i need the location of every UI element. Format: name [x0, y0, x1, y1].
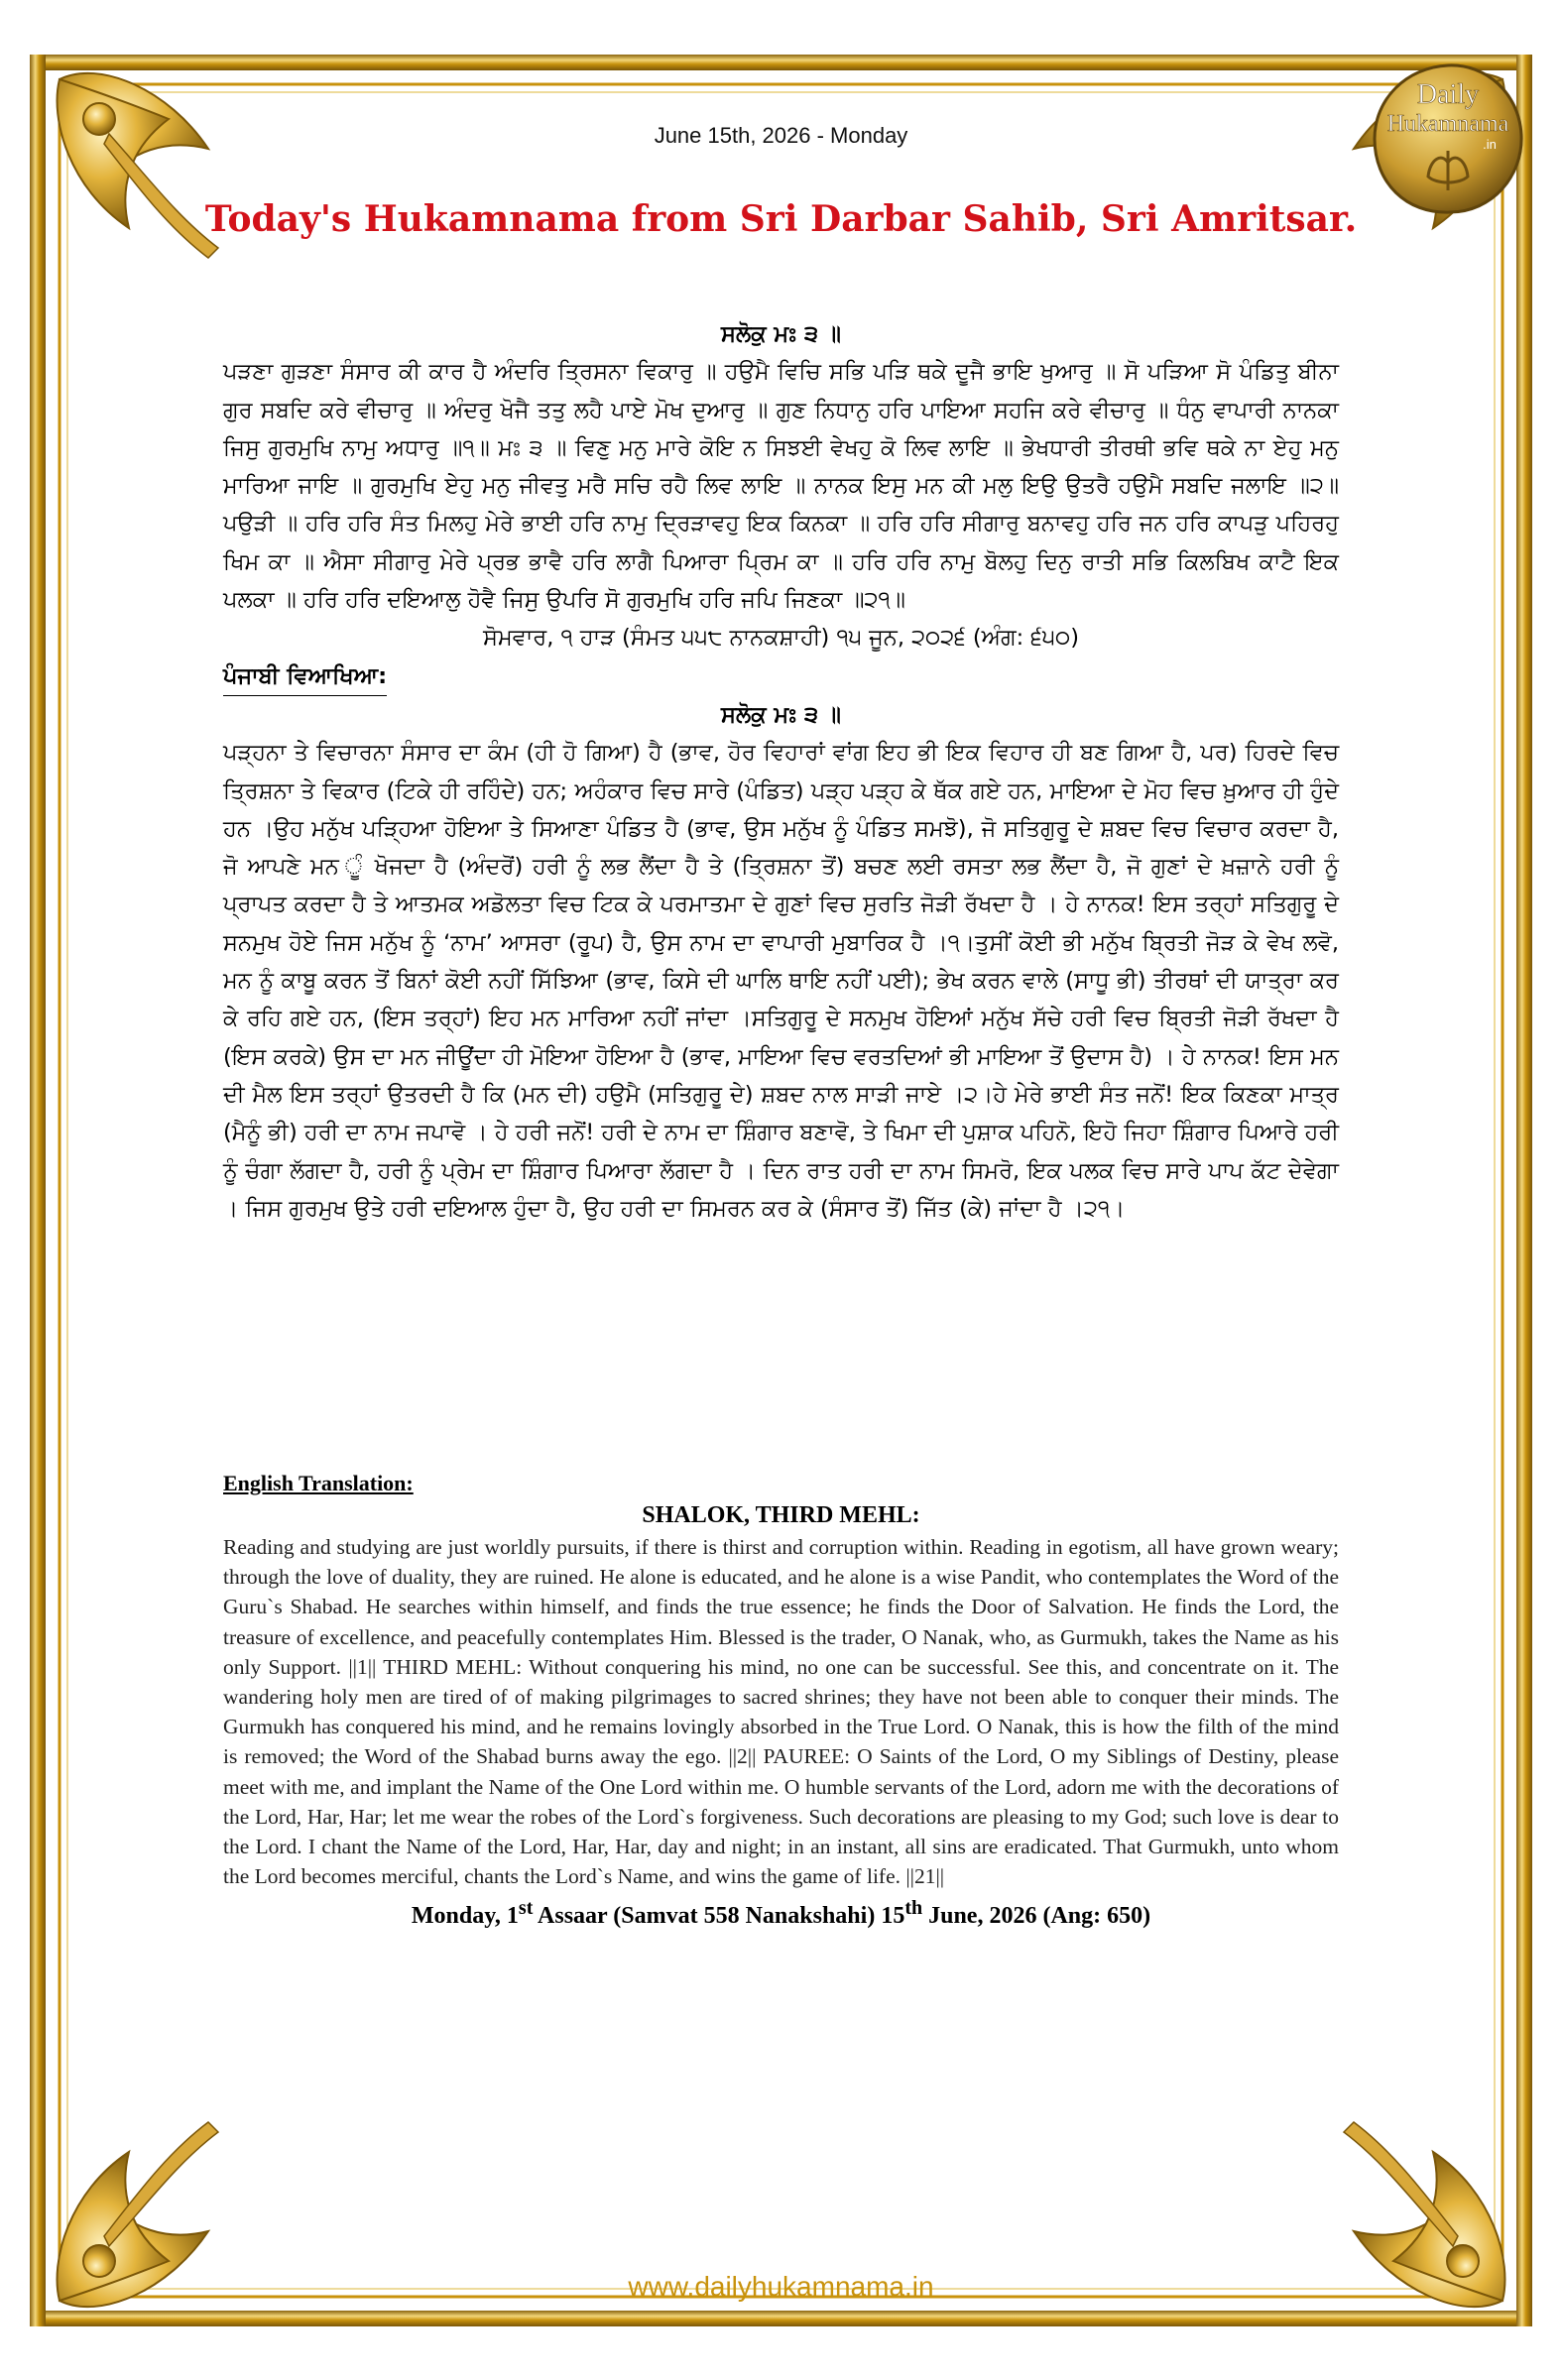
logo-text-daily: Daily	[1416, 79, 1480, 110]
english-sub-heading: SHALOK, THIRD MEHL:	[642, 1502, 920, 1528]
english-heading: English Translation:	[223, 1471, 414, 1495]
gurbani-text: ਪੜਣਾ ਗੁੜਣਾ ਸੰਸਾਰ ਕੀ ਕਾਰ ਹੈ ਅੰਦਰਿ ਤ੍ਰਿਸਨਾ ਵਿਕਾਰੁ ॥ ਹਉਮੈ ਵਿਚਿ ਸਭਿ ਪੜਿ ਥਕੇ ਦੂਜੈ ਭਾਇ ਖੁਆਰੁ ॥ ਸੋ ਪੜਿਆ ਸੋ ਪੰਡਿਤੁ ਬੀਨਾ ਗੁਰ ਸਬਦਿ ਕਰੇ ਵੀਚਾਰੁ ॥ ਅੰਦਰੁ ਖੋਜੈ ਤਤੁ ਲਹੈ ਪਾਏ ਮੋਖ ਦੁਆਰੁ ॥ ਗੁਣ ਨਿਧਾਨੁ ਹਰਿ ਪਾਇਆ ਸਹਜਿ ਕਰੇ ਵੀਚਾਰੁ ॥ ਧੰਨੁ ਵਾਪਾਰੀ ਨਾਨਕਾ ਜਿਸੁ ਗੁਰਮੁਖਿ ਨਾਮੁ ਅਧਾਰੁ ॥੧॥ ਮਃ ੩ ॥ ਵਿਣੁ ਮਨੁ ਮਾਰੇ ਕੋਇ ਨ ਸਿਝਈ ਵੇਖਹੁ ਕੋ ਲਿਵ ਲਾਇ ॥ ਭੇਖਧਾਰੀ ਤੀਰਥੀ ਭਵਿ ਥਕੇ ਨਾ ਏਹੁ ਮਨੁ ਮਾਰਿਆ ਜਾਇ ॥ ਗੁਰਮੁਖਿ ਏਹੁ ਮਨੁ ਜੀਵਤੁ ਮਰੈ ਸਚਿ ਰਹੈ ਲਿਵ ਲਾਇ ॥ ਨਾਨਕ ਇਸੁ ਮਨ ਕੀ ਮਲੁ ਇਉ ਉਤਰੈ ਹਉਮੈ ਸਬਦਿ ਜਲਾਇ ॥੨॥ ਪਉੜੀ ॥ ਹਰਿ ਹਰਿ ਸੰਤ ਮਿਲਹੁ ਮੇਰੇ ਭਾਈ ਹਰਿ ਨਾਮੁ ਦ੍ਰਿੜਾਵਹੁ ਇਕ ਕਿਨਕਾ ॥ ਹਰਿ ਹਰਿ ਸੀਗਾਰੁ ਬਨਾਵਹੁ ਹਰਿ ਜਨ ਹਰਿ ਕਾਪੜੁ ਪਹਿਰਹੁ ਖਿਮ ਕਾ ॥ ਐਸਾ ਸੀਗਾਰੁ ਮੇਰੇ ਪ੍ਰਭ ਭਾਵੈ ਹਰਿ ਲਾਗੈ ਪਿਆਰਾ ਪ੍ਰਿਮ ਕਾ ॥ ਹਰਿ ਹਰਿ ਨਾਮੁ ਬੋਲਹੁ ਦਿਨੁ ਰਾਤੀ ਸਭਿ ਕਿਲਬਿਖ ਕਾਟੈ ਇਕ ਪਲਕਾ ॥ ਹਰਿ ਹਰਿ ਦਇਆਲੁ ਹੋਵੈ ਜਿਸੁ ਉਪਰਿ ਸੋ ਗੁਰਮੁਖਿ ਹਰਿ ਜਪਿ ਜਿਣਕਾ ॥੨੧॥	[223, 359, 1339, 614]
page-title: Today's Hukamnama from Sri Darbar Sahib, Sri Amritsar.	[204, 198, 1358, 240]
gurbani-date-line: ਸੋਮਵਾਰ, ੧ ਹਾੜ (ਸੰਮਤ ੫੫੮ ਨਾਨਕਸ਼ਾਹੀ) ੧੫ ਜੂਨ, ੨੦੨੬ (ਅੰਗ: ੬੫੦)	[482, 625, 1080, 652]
date-line: June 15th, 2026 - Monday	[654, 123, 908, 148]
punjabi-heading: ਪੰਜਾਬੀ ਵਿਆਖਿਆ:	[223, 657, 387, 696]
hukamnama-content	[223, 315, 1339, 1228]
punjabi-explanation: ਪੜ੍ਹਨਾ ਤੇ ਵਿਚਾਰਨਾ ਸੰਸਾਰ ਦਾ ਕੰਮ (ਹੀ ਹੋ ਗਿਆ) ਹੈ (ਭਾਵ, ਹੋਰ ਵਿਹਾਰਾਂ ਵਾਂਗ ਇਹ ਭੀ ਇਕ ਵਿਹਾਰ ਹੀ ਬਣ ਗਿਆ ਹੈ, ਪਰ) ਹਿਰਦੇ ਵਿਚ ਤ੍ਰਿਸ਼ਨਾ ਤੇ ਵਿਕਾਰ (ਟਿਕੇ ਹੀ ਰਹਿੰਦੇ) ਹਨ; ਅਹੰਕਾਰ ਵਿਚ ਸਾਰੇ (ਪੰਡਿਤ) ਪੜ੍ਹ ਪੜ੍ਹ ਕੇ ਥੱਕ ਗਏ ਹਨ, ਮਾਇਆ ਦੇ ਮੋਹ ਵਿਚ ਖ਼ੁਆਰ ਹੀ ਹੁੰਦੇ ਹਨ ।ਉਹ ਮਨੁੱਖ ਪੜ੍ਹਿਆ ਹੋਇਆ ਤੇ ਸਿਆਣਾ ਪੰਡਿਤ ਹੈ (ਭਾਵ, ਉਸ ਮਨੁੱਖ ਨੂੰ ਪੰਡਿਤ ਸਮਝੋ), ਜੋ ਸਤਿਗੁਰੂ ਦੇ ਸ਼ਬਦ ਵਿਚ ਵਿਚਾਰ ਕਰਦਾ ਹੈ, ਜੋ ਆਪਣੇ ਮਨ ੂੰ ਖੋਜਦਾ ਹੈ (ਅੰਦਰੋਂ) ਹਰੀ ਨੂੰ ਲਭ ਲੈਂਦਾ ਹੈ ਤੇ (ਤ੍ਰਿਸ਼ਨਾ ਤੋਂ) ਬਚਣ ਲਈ ਰਸਤਾ ਲਭ ਲੈਂਦਾ ਹੈ, ਜੋ ਗੁਣਾਂ ਦੇ ਖ਼ਜ਼ਾਨੇ ਹਰੀ ਨੂੰ ਪ੍ਰਾਪਤ ਕਰਦਾ ਹੈ ਤੇ ਆਤਮਕ ਅਡੋਲਤਾ ਵਿਚ ਟਿਕ ਕੇ ਪਰਮਾਤਮਾ ਦੇ ਗੁਣਾਂ ਵਿਚ ਸੁਰਤਿ ਜੋੜੀ ਰੱਖਦਾ ਹੈ । ਹੇ ਨਾਨਕ! ਇਸ ਤਰ੍ਹਾਂ ਸਤਿਗੁਰੂ ਦੇ ਸਨਮੁਖ ਹੋਏ ਜਿਸ ਮਨੁੱਖ ਨੂੰ ‘ਨਾਮ’ ਆਸਰਾ (ਰੂਪ) ਹੈ, ਉਸ ਨਾਮ ਦਾ ਵਾਪਾਰੀ ਮੁਬਾਰਿਕ ਹੈ ।੧।ਤੁਸੀਂ ਕੋਈ ਭੀ ਮਨੁੱਖ ਬ੍ਰਿਤੀ ਜੋੜ ਕੇ ਵੇਖ ਲਵੋ, ਮਨ ਨੂੰ ਕਾਬੂ ਕਰਨ ਤੋਂ ਬਿਨਾਂ ਕੋਈ ਨਹੀਂ ਸਿੱਝਿਆ (ਭਾਵ, ਕਿਸੇ ਦੀ ਘਾਲਿ ਥਾਇ ਨਹੀਂ ਪਈ); ਭੇਖ ਕਰਨ ਵਾਲੇ (ਸਾਧੂ ਭੀ) ਤੀਰਥਾਂ ਦੀ ਯਾਤ੍ਰਾ ਕਰ ਕੇ ਰਹਿ ਗਏ ਹਨ, (ਇਸ ਤਰ੍ਹਾਂ) ਇਹ ਮਨ ਮਾਰਿਆ ਨਹੀਂ ਜਾਂਦਾ ।ਸਤਿਗੁਰੂ ਦੇ ਸਨਮੁਖ ਹੋਇਆਂ ਮਨੁੱਖ ਸੱਚੇ ਹਰੀ ਵਿਚ ਬ੍ਰਿਤੀ ਜੋੜੀ ਰੱਖਦਾ ਹੈ (ਇਸ ਕਰਕੇ) ਉਸ ਦਾ ਮਨ ਜੀਊਂਦਾ ਹੀ ਮੋਇਆ ਹੋਇਆ ਹੈ (ਭਾਵ, ਮਾਇਆ ਵਿਚ ਵਰਤਦਿਆਂ ਭੀ ਮਾਇਆ ਤੋਂ ਉਦਾਸ ਹੈ) । ਹੇ ਨਾਨਕ! ਇਸ ਮਨ ਦੀ ਮੈਲ ਇਸ ਤਰ੍ਹਾਂ ਉਤਰਦੀ ਹੈ ਕਿ (ਮਨ ਦੀ) ਹਉਮੈ (ਸਤਿਗੁਰੂ ਦੇ) ਸ਼ਬਦ ਨਾਲ ਸਾੜੀ ਜਾਏ ।੨।ਹੇ ਮੇਰੇ ਭਾਈ ਸੰਤ ਜਨੋਂ! ਇਕ ਕਿਣਕਾ ਮਾਤ੍ਰ (ਮੈਨੂੰ ਭੀ) ਹਰੀ ਦਾ ਨਾਮ ਜਪਾਵੋ । ਹੇ ਹਰੀ ਜਨੋਂ! ਹਰੀ ਦੇ ਨਾਮ ਦਾ ਸ਼ਿੰਗਾਰ ਬਣਾਵੋ, ਤੇ ਖਿਮਾ ਦੀ ਪੁਸ਼ਾਕ ਪਹਿਨੋ, ਇਹੋ ਜਿਹਾ ਸ਼ਿੰਗਾਰ ਪਿਆਰੇ ਹਰੀ ਨੂੰ ਚੰਗਾ ਲੱਗਦਾ ਹੈ, ਹਰੀ ਨੂੰ ਪ੍ਰੇਮ ਦਾ ਸ਼ਿੰਗਾਰ ਪਿਆਰਾ ਲੱਗਦਾ ਹੈ । ਦਿਨ ਰਾਤ ਹਰੀ ਦਾ ਨਾਮ ਸਿਮਰੋ, ਇਕ ਪਲਕ ਵਿਚ ਸਾਰੇ ਪਾਪ ਕੱਟ ਦੇਵੇਗਾ । ਜਿਸ ਗੁਰਮੁਖ ਉਤੇ ਹਰੀ ਦਇਆਲ ਹੁੰਦਾ ਹੈ, ਉਹ ਹਰੀ ਦਾ ਸਿਮਰਨ ਕਰ ਕੇ (ਸੰਸਾਰ ਤੋਂ) ਜਿੱਤ (ਕੇ) ਜਾਂਦਾ ਹੈ ।੨੧।	[223, 740, 1339, 1222]
english-translation-section	[223, 1468, 1339, 1930]
footer-website-link[interactable]: www.dailyhukamnama.in	[628, 2271, 934, 2302]
gurbani-heading: ਸਲੋਕੁ ਮਃ ੩ ॥	[721, 321, 841, 347]
logo-text-hukamnama: Hukamnama	[1386, 111, 1509, 137]
logo-text-in: .in	[1483, 137, 1497, 152]
english-date-line: Monday, 1st Assaar (Samvat 558 Nanakshahi) 15th June, 2026 (Ang: 650)	[411, 1897, 1151, 1930]
english-translation-text: Reading and studying are just worldly pursuits, if there is thirst and corruption within. Reading in egotism, all have grown weary; through the love of duality, they are ruined. He alone is educated, and he alone is a wise Pandit, who contemplates the Word of the Guru`s Shabad. He searches within himself, and finds the true essence; he finds the Door of Salvation. He finds the Lord, the treasure of excellence, and peacefully contemplates Him. Blessed is the trader, O Nanak, who, as Gurmukh, takes the Name as his only Support. ||1|| THIRD MEHL: Without conquering his mind, no one can be successful. See this, and concentrate on it. The wandering holy men are tired of of making pilgrimages to sacred shrines; they have not been able to conquer their minds. The Gurmukh has conquered his mind, and he remains lovingly absorbed in the True Lord. O Nanak, this is how the filth of the mind is removed; the Word of the Shabad burns away the ego. ||2|| PAUREE: O Saints of the Lord, O my Siblings of Destiny, please meet with me, and implant the Name of the One Lord within me. O humble servants of the Lord, adorn me with the decorations of the Lord, Har, Har; let me wear the robes of the Lord`s forgiveness. Such decorations are pleasing to my God; such love is dear to the Lord. I chant the Name of the Lord, Har, Har, day and night; in an instant, all sins are eradicated. That Gurmukh, unto whom the Lord becomes merciful, chants the Lord`s Name, and wins the game of life. ||21||	[223, 1535, 1339, 1889]
punjabi-sub-heading: ਸਲੋਕੁ ਮਃ ੩ ॥	[721, 701, 841, 728]
